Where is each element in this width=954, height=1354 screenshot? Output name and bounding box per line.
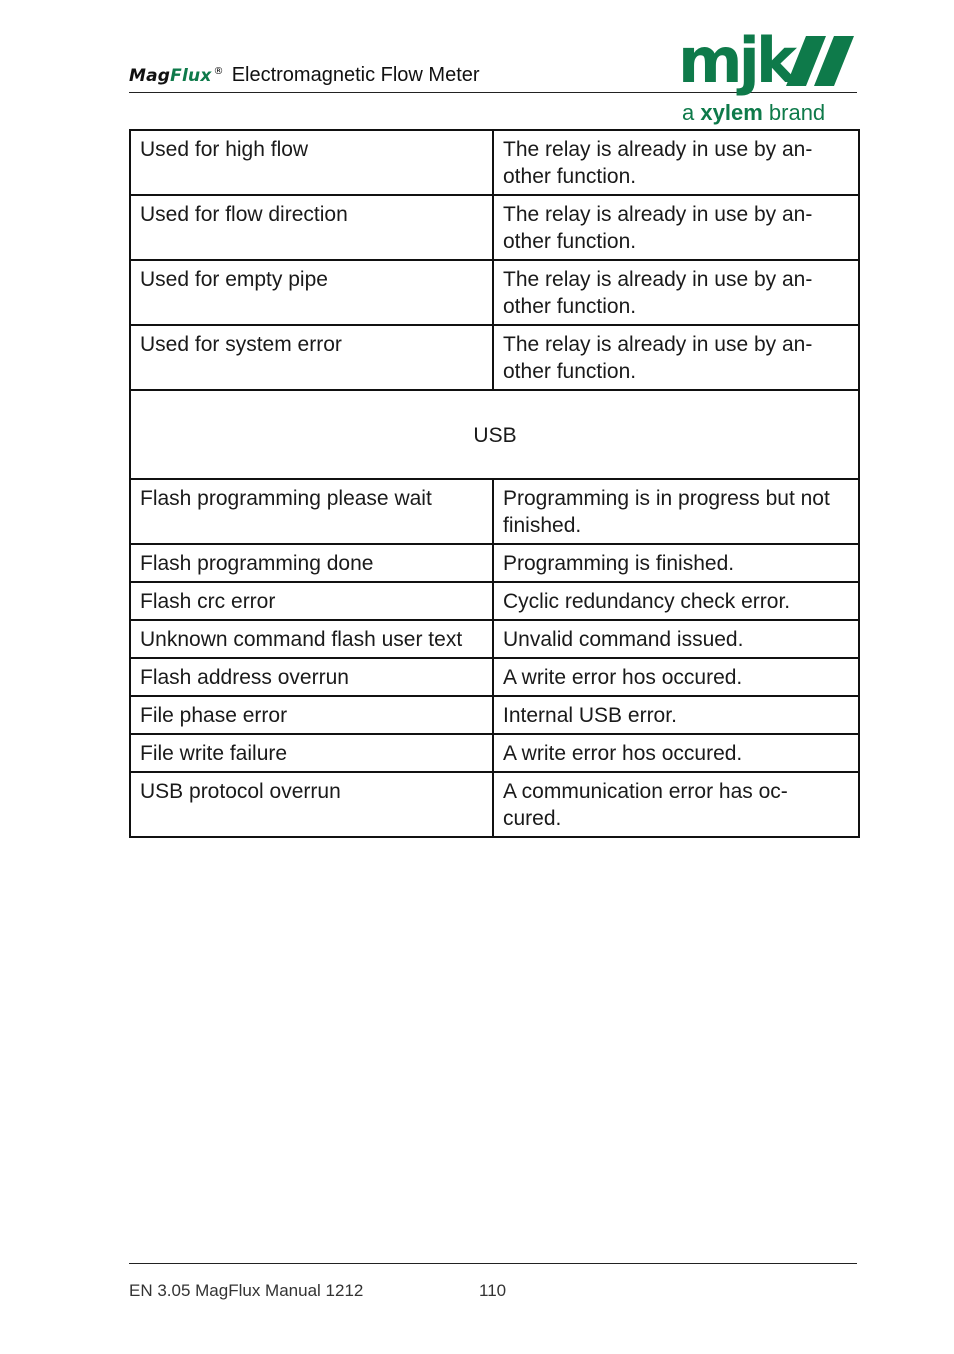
- message-description: A write error hos occured.: [493, 734, 859, 772]
- tagline-xylem: xylem: [700, 100, 763, 125]
- message-description: The relay is already in use by an- other function.: [493, 325, 859, 390]
- message-description: A write error hos occured.: [493, 658, 859, 696]
- table-row: [130, 696, 859, 734]
- message-description: A communication error has oc- cured.: [493, 772, 859, 837]
- message-label: File phase error: [130, 696, 493, 734]
- magflux-brand: [129, 66, 224, 86]
- message-label: Used for empty pipe: [130, 260, 493, 325]
- message-label: Flash address overrun: [130, 658, 493, 696]
- table-row: [130, 479, 859, 544]
- message-label: Flash programming done: [130, 544, 493, 582]
- table-row: [130, 195, 859, 260]
- logo-wordmark: mjk: [678, 30, 794, 97]
- mjk-logo: [676, 30, 860, 130]
- table-row: [130, 130, 859, 195]
- table-row: [130, 544, 859, 582]
- table-row: [130, 620, 859, 658]
- table-row: [130, 260, 859, 325]
- table-row: [130, 734, 859, 772]
- message-label: File write failure: [130, 734, 493, 772]
- message-label: Flash programming please wait: [130, 479, 493, 544]
- message-description: Programming is finished.: [493, 544, 859, 582]
- message-label: Unknown command flash user text: [130, 620, 493, 658]
- page-header: [129, 64, 480, 90]
- message-description: Programming is in progress but not finished.: [493, 479, 859, 544]
- footer-document-id: EN 3.05 MagFlux Manual 1212: [129, 1281, 364, 1300]
- page-number: 110: [479, 1281, 507, 1300]
- message-label: USB protocol overrun: [130, 772, 493, 837]
- registered-mark: ®: [213, 66, 224, 78]
- brand-part-mag: Mag: [129, 66, 171, 86]
- table-row: [130, 772, 859, 837]
- status-message-table: [129, 129, 860, 838]
- document-title: Electromagnetic Flow Meter: [231, 64, 480, 86]
- message-label: Used for flow direction: [130, 195, 493, 260]
- table-row: [130, 658, 859, 696]
- message-description: The relay is already in use by an- other function.: [493, 260, 859, 325]
- message-description: Cyclic redundancy check error.: [493, 582, 859, 620]
- message-label: Used for high flow: [130, 130, 493, 195]
- logo-tagline: [682, 100, 825, 126]
- message-description: Internal USB error.: [493, 696, 859, 734]
- brand-part-flux: Flux: [170, 66, 212, 86]
- message-label: Used for system error: [130, 325, 493, 390]
- table-row: [130, 582, 859, 620]
- message-label: Flash crc error: [130, 582, 493, 620]
- mjk-logo-mark: [676, 30, 860, 102]
- message-description: The relay is already in use by an- other function.: [493, 130, 859, 195]
- message-description: The relay is already in use by an- other function.: [493, 195, 859, 260]
- footer-divider: [129, 1263, 857, 1264]
- section-heading-usb: USB: [130, 390, 859, 479]
- message-description: Unvalid command issued.: [493, 620, 859, 658]
- table-row: [130, 325, 859, 390]
- tagline-prefix: a: [682, 100, 695, 125]
- tagline-suffix: brand: [768, 100, 826, 125]
- section-row-usb: [130, 390, 859, 479]
